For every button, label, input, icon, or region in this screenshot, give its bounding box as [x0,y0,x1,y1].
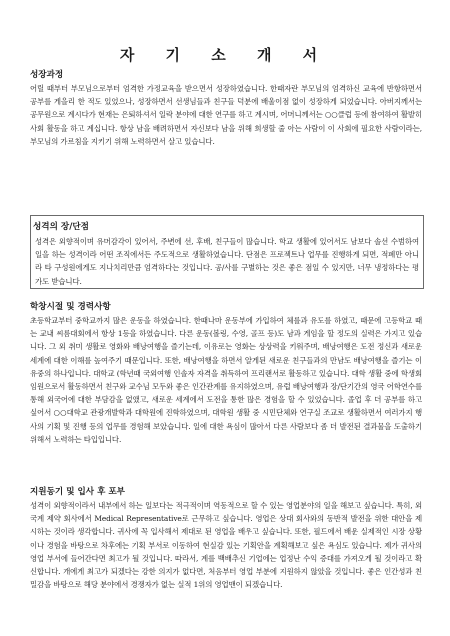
section-body [31,235,423,288]
section-growth [30,68,422,148]
section-motivation [30,485,422,591]
section-body [30,82,422,148]
section-heading: 성장과정 [30,70,64,80]
section-paragraph: 어릴 때부터 부모님으로부터 엄격한 가정교육을 받으면서 성장하였습니다. 한때자란 부모님의 엄격하신 교육에 반항하면서 공부를 게을리 한 적도 있었으나, 성장하면서 선생님들과 친구들 덕분에 배울이점 없이 성장하게 되었습니다. 아버지께서는 공무원으로 계시다가 현재는 은퇴하셔서 일락 분야에 대한 연구를 하고 계시며, 어머니께서는 ○○클럽 등에 참여하여 활발히 사회 활동을 하고 계십니다. 항상 남을 배려하면서 자신보다 남을 위해 희생할 줄 아는 사람이 이 사회에 필요한 사람이라는, 부모님의 가르침을 지키기 위해 노력하면서 살고 있습니다. [30,84,422,146]
section-heading: 성격의 장/단점 [33,222,89,232]
section-heading: 지원동기 및 입사 후 포부 [30,487,125,497]
section-paragraph: 성격이 외향적이라서 내부에서 하는 일보다는 적극적이며 역동적으로 할 수 있는 영업분야의 일을 해보고 싶습니다. 특히, 외국계 제약 회사에서 Medical Representative로 근무하고 싶습니다. 영업은 상대 회사와의 동반적 발전을 위한 대안을 제시하는 것이라 생각합니다. 귀사에 꼭 입사해서 제대로 된 영업을 배우고 싶습니다. 또한, 필드에서 배운 실제적인 시장 상황이나 경험을 바탕으로 차후에는 기획 부서로 이동하여 현실감 있는 기획안을 계획해보고 싶은 욕심도 있습니다. 제가 귀사의 영업 부서에 들어간다면 최고가 될 것입니다. 따라서, 계를 백배추신 기업에는 업정난 수익 증대를 가져오게 될 것이라고 확신합니다. 개에게 최고가 되겠다는 강한 의지가 없다면, 처음부터 영업 부분에 지원하지 않았을 것입니다. 좋은 인간성과 친밀감을 바탕으로 해당 분야에서 경쟁자가 없는 실적 1위의 영업맨이 되겠습니다. [30,501,422,590]
section-paragraph: 성격은 외향적이며 유머감각이 있어서, 주변에 선, 후배, 친구들이 많습니다. 학교 생활에 있어서도 남보다 솔선 수범하여 일을 하는 성격이라 어떤 조직에서든 주도적으로 생활하였습니다. 단점은 프로젝트나 업무를 진행하게 되면, 적폐만 아니라 타 구성원에게도 지나치리만큼 엄격하다는 것입니다. 공/사를 구별하는 것은 좋은 점일 수 있지만, 너무 냉정하다는 평가도 받습니다. [35,237,419,286]
section-school-career [30,300,422,446]
section-personality [30,215,424,289]
section-body [30,314,422,446]
section-paragraph: 초등학교부터 중학교까지 많은 운동을 하였습니다. 한때나마 운동부에 가입하여 체를과 유도를 하였고, 때문에 고등학교 때는 교내 씨름대회에서 항상 1등을 하였습니다. 다른 운동(볼링, 수영, 골프 등)도 남과 게임을 할 정도의 실력은 가지고 있습니다. 그 외 취미 생활로 영화와 배낭여행을 즐기는데, 이유로는 영화는 상상력을 키워주며, 배낭여행은 도전 정신과 새로운 세계에 대한 이해를 높여주기 때문입니다. 또한, 배낭여행을 하면서 알게된 새로운 친구들과의 만남도 배낭여행을 즐기는 이유중의 하나입니다. 대학교 (학년때 국외여행 인솔자 자격을 취득하여 프리랜서로 활동하고 있습니다. 대학 생활 중에 학생회 임원으로서 활동하면서 친구와 교수님 모두와 좋은 인간관계를 유지하였으며, 유럽 배낭여행과 장/단기간의 영국 어학연수를 통해 외국어에 대한 부담감을 없앴고, 새로운 세계에서 도전을 통한 많은 경험을 할 수 있었습니다. 졸업 후 더 공부를 하고 싶어서 ○○대학교 관광개발학과 대학원에 진학하였으며, 대학원 생활 중 시민단체와 연구실 조교로 생활하면서 여러가지 행사의 기획 및 진행 등의 업무를 경험해 보았습니다. 일에 대한 욕심이 많아서 다른 사람보다 좀 더 발전된 결과물을 도출하기 위해서 노력하는 타입입니다. [30,316,422,444]
document-title: 자 기 소 개 서 [119,46,331,64]
section-heading: 학창시절 및 경력사항 [30,302,111,312]
section-body [30,499,422,591]
